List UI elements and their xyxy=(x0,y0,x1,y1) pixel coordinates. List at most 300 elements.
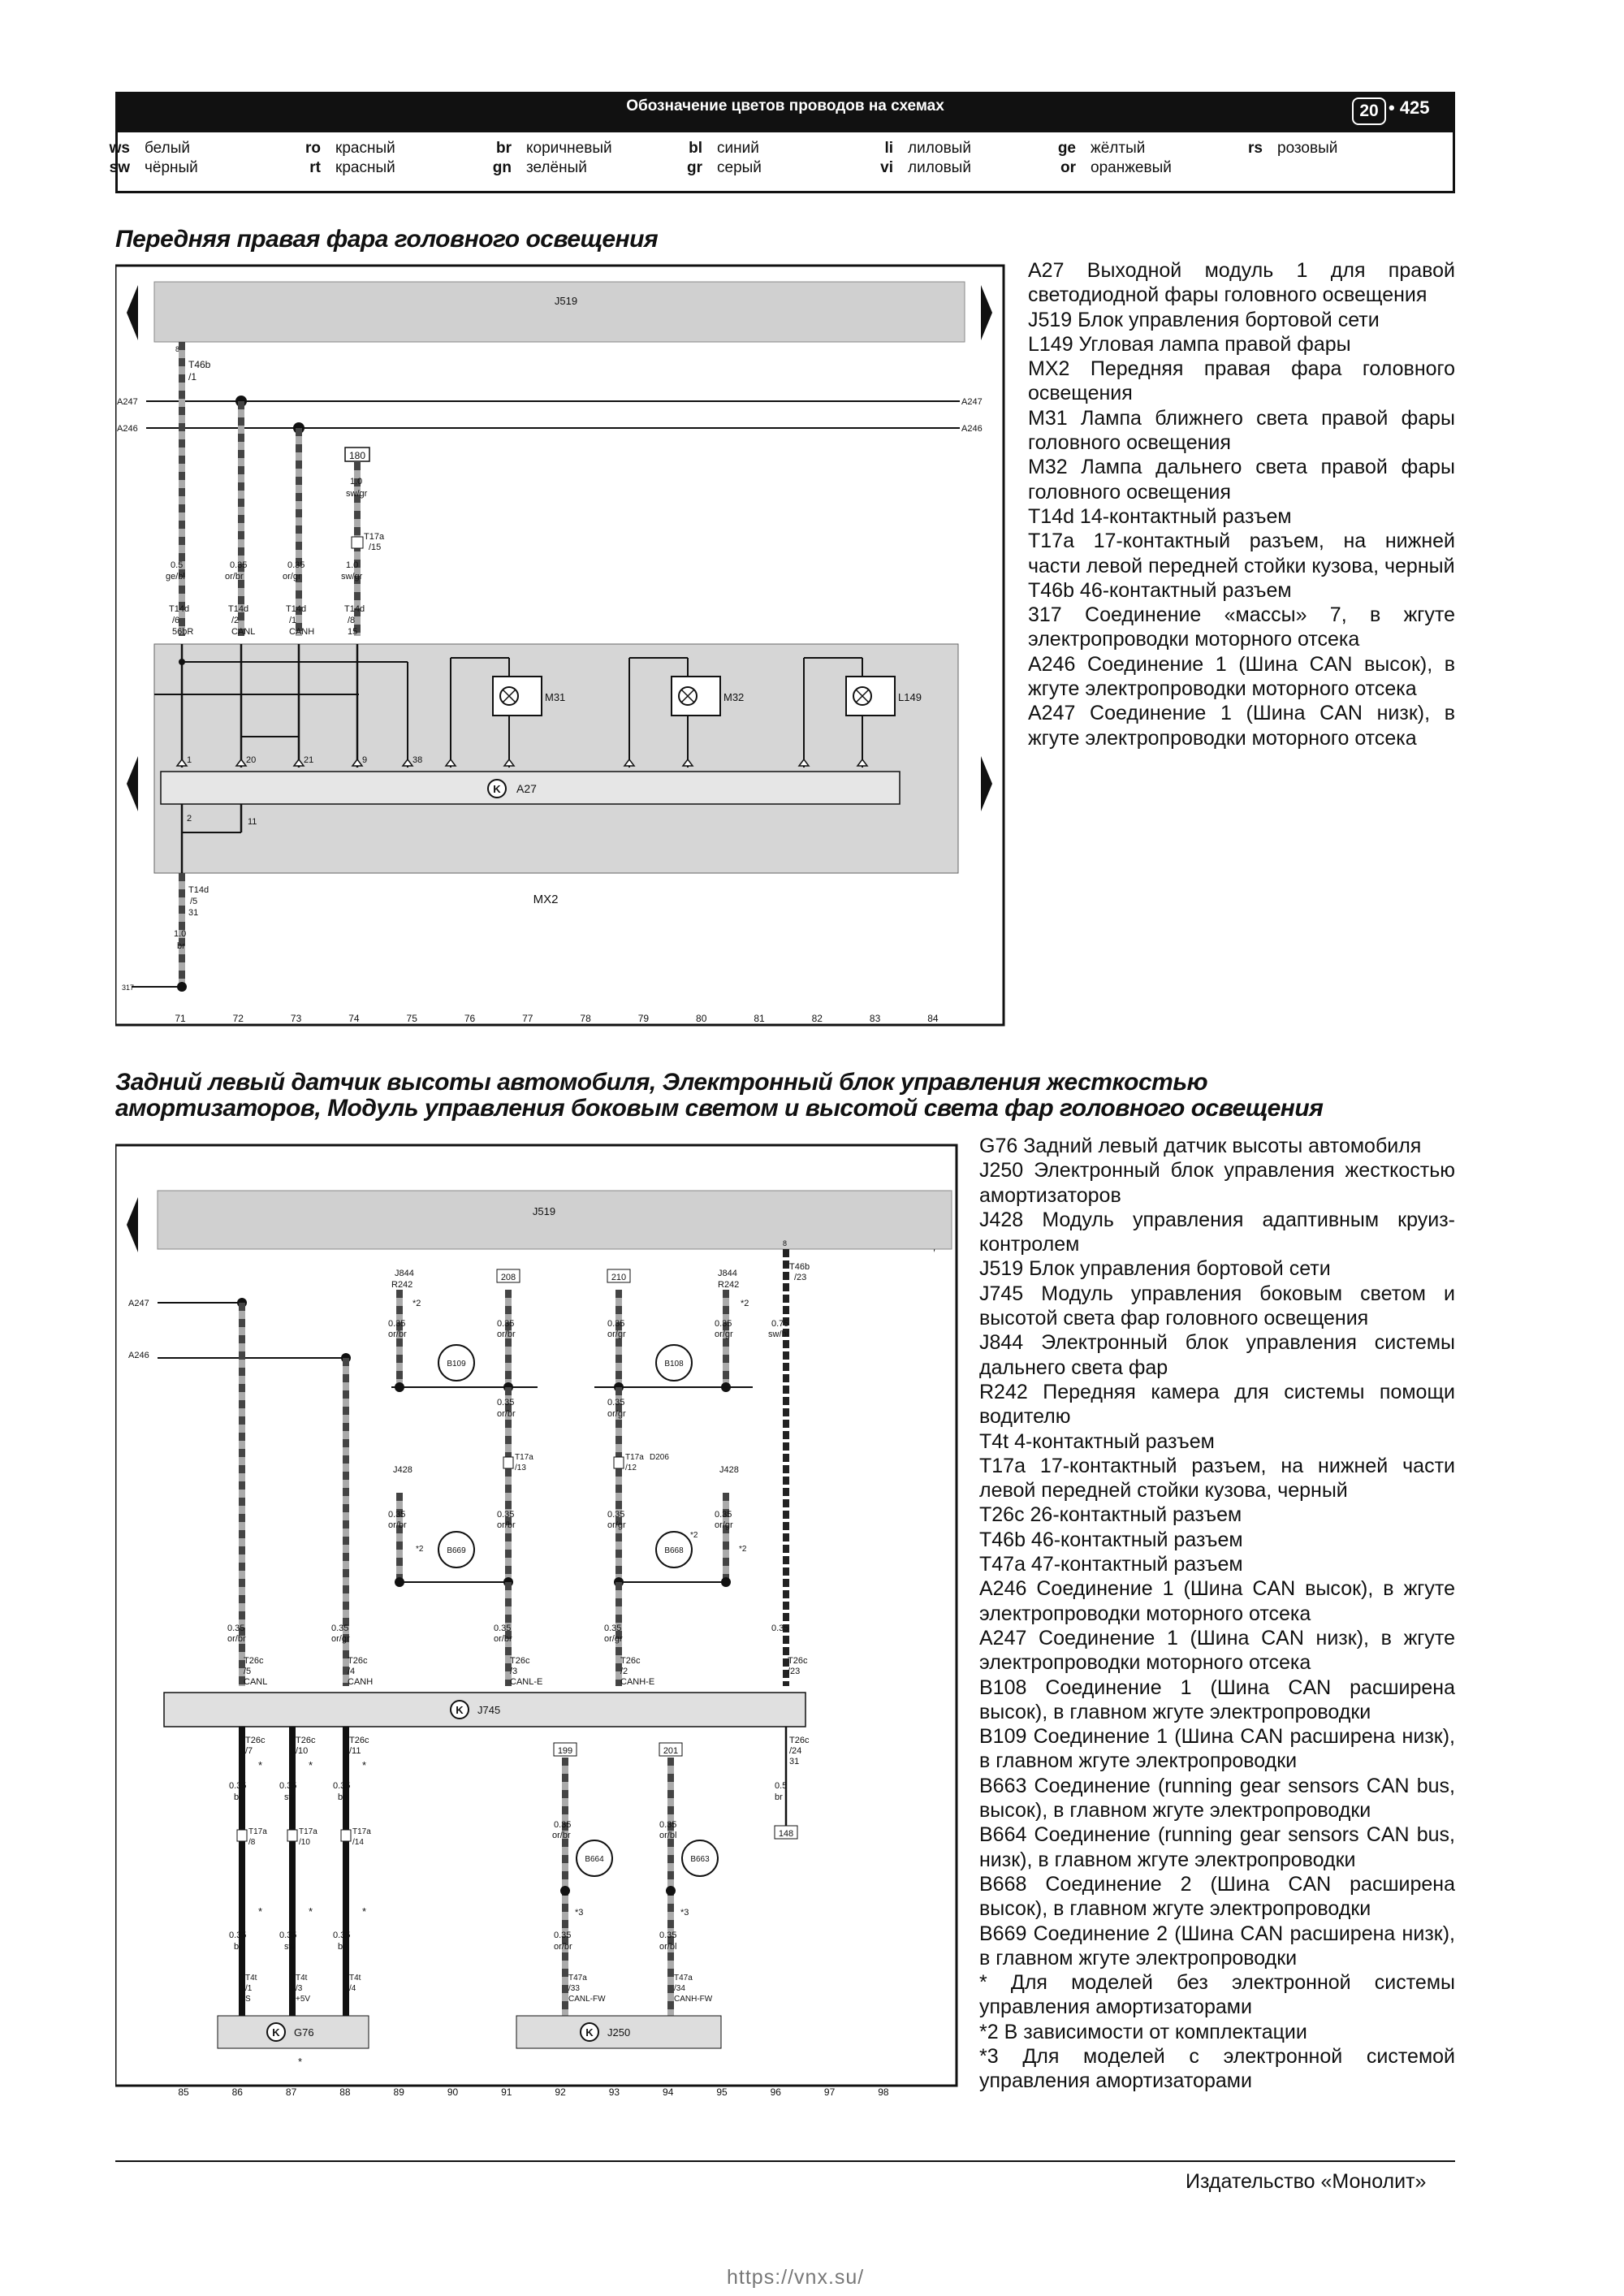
conn-pin-3: /8 xyxy=(348,616,356,625)
pin8-label: 8 xyxy=(175,345,180,353)
legend1-item: T46b 46-контактный разъем xyxy=(1028,578,1292,602)
j250-color-a: or/br xyxy=(552,1831,571,1840)
size-j2: 0.35 xyxy=(607,1510,625,1520)
module-pin-label-11: 11 xyxy=(248,817,257,827)
wire-size-0: 0.5 xyxy=(171,560,184,570)
color-j3: or/gr xyxy=(715,1520,733,1530)
size-u0: 0.35 xyxy=(388,1319,406,1329)
wire-color-3: sw/gr xyxy=(341,572,363,582)
t14d-bottom-label: T14d xyxy=(188,885,209,895)
module-pin-label-2: 2 xyxy=(187,814,192,824)
grid-93: 93 xyxy=(608,2086,620,2098)
t17a-b-label-1: T17a xyxy=(299,1827,317,1836)
note1-a-1: * xyxy=(309,1759,313,1771)
t26c-sig-0: CANL xyxy=(244,1677,268,1687)
b109-dot-a xyxy=(395,1382,404,1392)
legend1-item: T17a 17-контактный разъем, на нижней части левой передней стойки кузова, черный xyxy=(1028,530,1455,577)
b663-dot xyxy=(666,1886,676,1896)
conn-sig-1: CANL xyxy=(231,627,256,637)
legend2-item: J745 Модуль управления боковым светом и высотой света фар головного освещения xyxy=(979,1282,1455,1330)
conn-label-1: T14d xyxy=(228,604,249,614)
lamp-label-M32: M32 xyxy=(723,691,745,703)
r242-label-a: R242 xyxy=(391,1280,413,1290)
color-code-bl: bl синий xyxy=(689,140,759,157)
grid-84: 84 xyxy=(927,1013,939,1024)
color-code-rs: rs розовый xyxy=(1248,140,1338,157)
wire-size-1: 0.35 xyxy=(230,560,248,570)
t26c-color-2: or/br xyxy=(494,1634,512,1644)
chapter-number: 20 xyxy=(1352,97,1386,125)
grid-74: 74 xyxy=(348,1013,360,1024)
grid-88: 88 xyxy=(339,2086,351,2098)
t26c-sig-1: CANH xyxy=(348,1677,374,1687)
t26c-color-3: or/gr xyxy=(604,1634,623,1644)
j250-color-b: or/bl xyxy=(659,1831,677,1840)
k-letter: K xyxy=(585,2026,594,2039)
ground-color: br xyxy=(177,941,185,951)
t26c-pin-3: /2 xyxy=(620,1667,628,1676)
t26c-b-conn-2: T26c xyxy=(349,1736,369,1745)
lb2-color-1: sw xyxy=(284,1942,296,1952)
t4t-sig-1: +5V xyxy=(296,1995,311,2004)
t26c-b-conn-3: T26c xyxy=(789,1736,810,1745)
j250-label: J250 xyxy=(607,2026,631,2039)
color-code-li: li лиловый xyxy=(884,140,971,157)
lb-color-0: bl xyxy=(234,1792,241,1802)
t26c-b-pin-2: /11 xyxy=(349,1746,361,1756)
b108-label: B108 xyxy=(664,1360,684,1369)
bus-low-label-right: A247 xyxy=(961,397,983,407)
t17a-b-pin-2: /14 xyxy=(352,1838,364,1847)
t17a-pin-a: /13 xyxy=(515,1464,526,1472)
grid-86: 86 xyxy=(231,2086,243,2098)
grid-82: 82 xyxy=(811,1013,823,1024)
legend1-item: L149 Угловая лампа правой фары xyxy=(1028,332,1351,356)
t26c-b-sig-3: 31 xyxy=(789,1757,800,1766)
j844-label-b: J844 xyxy=(718,1269,737,1278)
bus-high-label-right: A246 xyxy=(961,424,983,434)
legend2-item: *3 Для моделей с электронной системой управления амортизаторами xyxy=(979,2044,1455,2093)
t47a-pin-0: /33 xyxy=(568,1984,580,1993)
j844-label-a: J844 xyxy=(395,1269,414,1278)
box148-label: 148 xyxy=(778,1829,794,1839)
grid-89: 89 xyxy=(393,2086,404,2098)
grid-98: 98 xyxy=(878,2086,889,2098)
w180-size: 1.0 xyxy=(350,477,363,486)
mx2-housing xyxy=(154,644,958,873)
section2-title-line1: Задний левый датчик высоты автомобиля, Электронный блок управления жесткостью xyxy=(115,1069,1208,1096)
j250-color-d: or/bl xyxy=(659,1942,677,1952)
b664-dot xyxy=(560,1886,570,1896)
legend2-item: J250 Электронный блок управления жесткостью амортизаторов xyxy=(979,1159,1455,1207)
wire-size-3: 1.0 xyxy=(346,560,359,570)
t17a-b-label-2: T17a xyxy=(352,1827,371,1836)
legend1-item: A246 Соединение 1 (Шина CAN высок), в жгуте электропроводки моторного отсека xyxy=(1028,652,1455,701)
section2-legend xyxy=(979,1134,1455,2094)
t26c-pin-0: /5 xyxy=(244,1667,252,1676)
lb-color-2: br xyxy=(338,1792,346,1802)
conn-pin-2: /1 xyxy=(289,616,297,625)
t17a-label: T17a xyxy=(364,532,385,542)
grid-76: 76 xyxy=(464,1013,476,1024)
t26c-b-pin-0: /7 xyxy=(245,1746,253,1756)
k-letter: K xyxy=(493,783,501,795)
note2-b: *2 xyxy=(741,1299,749,1308)
color-code-gn: gn зелёный xyxy=(492,159,587,176)
t17a-b-label-0: T17a xyxy=(248,1827,267,1836)
grid-96: 96 xyxy=(770,2086,781,2098)
j519-label: J519 xyxy=(554,295,578,307)
grid-73: 73 xyxy=(290,1013,302,1024)
watermark-url[interactable]: https://vnx.su/ xyxy=(727,2266,865,2289)
lb-color-1: sw xyxy=(284,1792,296,1802)
legend1-item: T14d 14-контактный разъем xyxy=(1028,504,1292,528)
grid-90: 90 xyxy=(447,2086,459,2098)
grid-85: 85 xyxy=(178,2086,189,2098)
conn-sig-3: 15 xyxy=(348,627,358,637)
note2-a: *2 xyxy=(412,1299,421,1308)
grid-77: 77 xyxy=(522,1013,533,1024)
t47a-sig-0: CANL-FW xyxy=(568,1995,606,2004)
legend2-item: A246 Соединение 1 (Шина CAN высок), в жгуте электропроводки моторного отсека xyxy=(979,1577,1455,1625)
ground-color: br xyxy=(775,1792,783,1802)
t17a-label-b: T17a xyxy=(625,1453,644,1462)
lb2-size-1: 0.35 xyxy=(279,1931,297,1940)
t26c-conn-4: T26c xyxy=(788,1656,808,1666)
grid-81: 81 xyxy=(754,1013,765,1024)
t26c-conn-2: T26c xyxy=(510,1656,530,1666)
t46b-pin: /23 xyxy=(794,1273,807,1282)
t17a-b-pin-1: /10 xyxy=(299,1838,310,1847)
legend2-item: B668 Соединение 2 (Шина CAN расширена высок), в главном жгуте электропроводки xyxy=(979,1872,1455,1921)
t47a-sig-1: CANH-FW xyxy=(674,1995,713,2004)
j519-block xyxy=(154,282,965,342)
size-m2: 0.35 xyxy=(607,1398,625,1407)
j428-label-b: J428 xyxy=(719,1465,739,1475)
t17a-b-conn-2 xyxy=(341,1830,351,1841)
t26c-pin-1: /4 xyxy=(348,1667,356,1676)
wire-color-2: or/gr xyxy=(283,572,301,582)
color-j0: or/br xyxy=(388,1520,407,1530)
t26c-size-4: 0.35 xyxy=(771,1624,789,1633)
conn-pin-1: /2 xyxy=(231,616,240,625)
ground-label: 317 xyxy=(122,984,135,992)
legend2-item: J519 Блок управления бортовой сети xyxy=(979,1257,1331,1281)
note1-b-0: * xyxy=(258,1905,263,1918)
legend1-item: M32 Лампа дальнего света правой фары головного освещения xyxy=(1028,456,1455,504)
t26c-b-conn-0: T26c xyxy=(245,1736,266,1745)
lb2-size-0: 0.35 xyxy=(229,1931,247,1940)
color-u2: or/gr xyxy=(607,1330,626,1339)
t4t-conn-1: T4t xyxy=(296,1974,308,1983)
grid-87: 87 xyxy=(285,2086,297,2098)
a27-label: A27 xyxy=(516,782,537,795)
grid-72: 72 xyxy=(232,1013,244,1024)
grid-79: 79 xyxy=(637,1013,650,1024)
lb-size-1: 0.35 xyxy=(279,1781,297,1791)
color-code-sw: sw чёрный xyxy=(109,159,198,176)
note1-b-1: * xyxy=(309,1905,313,1918)
t4t-sig-0: S xyxy=(245,1995,251,2004)
legend1-item: MX2 Передняя правая фара головного освещения xyxy=(1028,357,1455,405)
t26c-sig-3: CANH-E xyxy=(620,1677,655,1687)
legend1-item: A247 Соединение 1 (Шина CAN низк), в жгуте электропроводки моторного отсека xyxy=(1028,702,1455,750)
bus-low-label-left: A247 xyxy=(117,397,138,407)
color-j2: or/gr xyxy=(607,1520,626,1530)
size-u2: 0.35 xyxy=(607,1319,625,1329)
color-code-br: br коричневый xyxy=(496,140,612,157)
color-m2: or/gr xyxy=(607,1409,626,1419)
t46b-label: T46b xyxy=(789,1262,810,1272)
lamp-label-M31: M31 xyxy=(545,691,566,703)
grid-97: 97 xyxy=(823,2086,836,2098)
t26c-pin-4: /23 xyxy=(788,1667,801,1676)
legend2-item: G76 Задний левый датчик высоты автомобиля xyxy=(979,1135,1422,1157)
grid-71: 71 xyxy=(175,1013,186,1024)
t26c-conn-0: T26c xyxy=(244,1656,264,1666)
t47a-conn-0: T47a xyxy=(568,1974,587,1983)
legend2-item: A247 Соединение 1 (Шина CAN низк), в жгуте электропроводки моторного отсека xyxy=(979,1626,1455,1675)
g76-label: G76 xyxy=(294,2026,314,2039)
k-letter: K xyxy=(456,1704,464,1716)
r242-label-b: R242 xyxy=(718,1280,740,1290)
legend2-item: *2 В зависимости от комплектации xyxy=(979,2020,1307,2043)
b669-label: B669 xyxy=(447,1546,466,1555)
lb-size-2: 0.35 xyxy=(333,1781,351,1791)
color-j1: or/br xyxy=(497,1520,516,1530)
grid-92: 92 xyxy=(555,2086,566,2098)
wire-color-1: or/br xyxy=(225,572,244,582)
j745-label: J745 xyxy=(477,1704,501,1716)
note1-b-2: * xyxy=(362,1905,367,1918)
legend2-item: J844 Электронный блок управления системы дальнего света фар xyxy=(979,1331,1455,1379)
t14d-bottom-pin: /5 xyxy=(190,897,198,906)
size-m1: 0.35 xyxy=(497,1398,515,1407)
lb2-color-2: br xyxy=(338,1942,346,1952)
legend2-item: B664 Соединение (running gear sensors CAN bus, низк), в главном жгуте электропроводки xyxy=(979,1823,1455,1871)
bus-high-label-left: A246 xyxy=(117,424,138,434)
note3-b: *3 xyxy=(680,1908,689,1918)
section1-legend xyxy=(1028,258,1455,750)
legend2-item: T47a 47-контактный разъем xyxy=(979,1553,1243,1576)
t26c-conn-3: T26c xyxy=(620,1656,641,1666)
t4t-pin-2: /4 xyxy=(349,1984,356,1993)
t26c-size-0: 0.35 xyxy=(227,1624,245,1633)
t17a-pin-b: /12 xyxy=(625,1464,637,1472)
t17a-conn-b xyxy=(614,1457,624,1468)
bus-low-label: A247 xyxy=(128,1299,149,1308)
b663-label: B663 xyxy=(690,1855,710,1864)
t26c-color-0: or/br xyxy=(227,1634,246,1644)
j250-size-c: 0.35 xyxy=(554,1931,572,1940)
module-pin-label-3: 9 xyxy=(362,755,368,765)
legend1-item: 317 Соединение «массы» 7, в жгуте электропроводки моторного отсека xyxy=(1028,603,1455,651)
mx2-label: MX2 xyxy=(533,893,559,906)
legend1-item: J519 Блок управления бортовой сети xyxy=(1028,308,1380,331)
note3-a: *3 xyxy=(575,1908,584,1918)
color-code-ro: ro красный xyxy=(305,140,395,157)
footer-rule xyxy=(115,2160,1455,2162)
j250-size-d: 0.35 xyxy=(659,1931,677,1940)
size-u1: 0.35 xyxy=(497,1319,515,1329)
legend2-item: R242 Передняя камера для системы помощи водителю xyxy=(979,1380,1455,1429)
legend2-item: B108 Соединение 1 (Шина CAN расширена высок), в главном жгуте электропроводки xyxy=(979,1676,1455,1723)
t47a-conn-1: T47a xyxy=(674,1974,693,1983)
publisher: Издательство «Монолит» xyxy=(1186,2170,1427,2193)
j428-label-a: J428 xyxy=(393,1465,412,1475)
b669-dot-a xyxy=(395,1577,404,1587)
j519-label: J519 xyxy=(532,1205,556,1217)
module-pin-label-0: 1 xyxy=(187,755,192,765)
color-code-ws: ws белый xyxy=(109,140,190,157)
t26c-color-1: or/gr xyxy=(331,1634,350,1644)
t26c-conn-1: T26c xyxy=(348,1656,368,1666)
color-u1: or/br xyxy=(497,1330,516,1339)
conn-sig-2: CANH xyxy=(289,627,315,637)
page-number: • 425 xyxy=(1389,97,1430,118)
section1-diagram xyxy=(115,264,1009,1036)
size-j0: 0.35 xyxy=(388,1510,406,1520)
conn-sig-0: 56bR xyxy=(172,627,194,637)
wire-color-0: ge/bl xyxy=(166,572,185,582)
conn-label-2: T14d xyxy=(286,604,307,614)
k-letter: K xyxy=(272,2026,280,2039)
note2-c: *2 xyxy=(416,1545,424,1554)
t4t-conn-2: T4t xyxy=(349,1974,361,1983)
section2-title-line2: амортизаторов, Модуль управления боковым светом и высотой света фар головного освещения xyxy=(115,1095,1324,1122)
d206-label: D206 xyxy=(650,1453,669,1462)
t26c-pin-2: /3 xyxy=(510,1667,518,1676)
t26c-size-1: 0.35 xyxy=(331,1624,349,1633)
module-pin-label-2: 21 xyxy=(304,755,314,765)
pin8-label: 8 xyxy=(783,1239,788,1247)
color-swbl: sw/bl xyxy=(768,1330,789,1339)
note1-a-2: * xyxy=(362,1759,367,1771)
j250-size-b: 0.35 xyxy=(659,1820,677,1830)
j250-color-c: or/br xyxy=(554,1942,572,1952)
b668-dot-b xyxy=(721,1577,731,1587)
b668-label: B668 xyxy=(664,1546,684,1555)
j250-size-a: 0.35 xyxy=(554,1820,572,1830)
t17a-pin: /15 xyxy=(369,543,382,552)
g76-module xyxy=(218,2016,369,2048)
module-pin-label-4: 38 xyxy=(412,755,423,765)
b664-label: B664 xyxy=(585,1855,604,1864)
ground-size: 0.5 xyxy=(775,1781,788,1791)
module-pin-label-1: 20 xyxy=(246,755,257,765)
box201-label: 201 xyxy=(663,1746,679,1756)
conn-label-3: T14d xyxy=(344,604,365,614)
t17a-conn-a xyxy=(503,1457,513,1468)
color-code-gr: gr серый xyxy=(687,159,762,176)
legend1-item: A27 Выходной модуль 1 для правой светодиодной фары головного освещения xyxy=(1028,259,1455,307)
lb2-color-0: bl xyxy=(234,1942,241,1952)
t46b-label: T46b xyxy=(188,359,211,370)
grid-91: 91 xyxy=(501,2086,512,2098)
t17a-label-a: T17a xyxy=(515,1453,533,1462)
legend2-item: T26c 26-контактный разъем xyxy=(979,1503,1242,1527)
section1-title: Передняя правая фара головного освещения xyxy=(115,226,659,253)
t17a-b-conn-1 xyxy=(287,1830,297,1841)
grid-83: 83 xyxy=(869,1013,881,1024)
section2-diagram xyxy=(115,1144,960,2106)
grid-95: 95 xyxy=(716,2086,728,2098)
size-swbl: 0.75 xyxy=(771,1319,789,1329)
note2-e: *2 xyxy=(739,1545,747,1554)
t26c-b-pin-3: /24 xyxy=(789,1746,802,1756)
color-code-or: or оранжевый xyxy=(1060,159,1172,176)
b109-label: B109 xyxy=(447,1360,466,1369)
t17a-b-pin-0: /8 xyxy=(248,1838,256,1847)
color-code-ge: ge жёлтый xyxy=(1057,140,1146,157)
t46b-pin: /1 xyxy=(188,371,197,383)
t47a-pin-1: /34 xyxy=(674,1984,685,1993)
size-j3: 0.35 xyxy=(715,1510,732,1520)
t26c-size-3: 0.35 xyxy=(604,1624,622,1633)
legend2-item: * Для моделей без электронной системы управления амортизаторами xyxy=(979,1971,1455,2019)
wire-size-2: 0.35 xyxy=(287,560,305,570)
grid-80: 80 xyxy=(696,1013,707,1024)
note1-g76: * xyxy=(298,2056,303,2068)
legend2-item: T17a 17-контактный разъем, на нижней части левой передней стойки кузова, черный xyxy=(979,1454,1455,1503)
header-title: Обозначение цветов проводов на схемах xyxy=(626,97,944,115)
grid-75: 75 xyxy=(406,1013,417,1024)
legend2-item: J428 Модуль управления адаптивным круиз-контролем xyxy=(979,1208,1455,1256)
box210-label: 210 xyxy=(611,1273,627,1282)
t26c-size-2: 0.35 xyxy=(494,1624,512,1633)
grid-78: 78 xyxy=(580,1013,591,1024)
box199-label: 199 xyxy=(557,1746,573,1756)
legend1-item: M31 Лампа ближнего света правой фары головного освещения xyxy=(1028,406,1455,455)
legend2-item: B109 Соединение 1 (Шина CAN расширена низк), в главном жгуте электропроводки xyxy=(979,1725,1455,1773)
t4t-pin-0: /1 xyxy=(245,1984,253,1993)
t17a-connector xyxy=(352,537,363,548)
bus-high-label: A246 xyxy=(128,1351,149,1360)
conn-pin-0: /6 xyxy=(172,616,180,625)
lb-size-0: 0.35 xyxy=(229,1781,247,1791)
color-code-vi: vi лиловый xyxy=(880,159,971,176)
legend2-item: B669 Соединение 2 (Шина CAN расширена низк), в главном жгуте электропроводки xyxy=(979,1922,1455,1970)
color-u0: or/br xyxy=(388,1330,407,1339)
box180-label: 180 xyxy=(348,450,366,461)
lb2-size-2: 0.35 xyxy=(333,1931,351,1940)
color-code-rt: rt красный xyxy=(309,159,395,176)
lamp-label-L149: L149 xyxy=(898,691,922,703)
t14d-bottom-sig: 31 xyxy=(188,908,199,918)
legend2-item: T46b 46-контактный разъем xyxy=(979,1528,1243,1551)
t26c-b-conn-1: T26c xyxy=(296,1736,316,1745)
t26c-b-pin-1: /10 xyxy=(296,1746,309,1756)
t4t-pin-1: /3 xyxy=(296,1984,303,1993)
size-u3: 0.35 xyxy=(715,1319,732,1329)
legend2-item: T4t 4-контактный разъем xyxy=(979,1429,1215,1453)
j519-block xyxy=(158,1191,952,1249)
w180-color: sw/gr xyxy=(346,489,368,499)
conn-label-0: T14d xyxy=(169,604,190,614)
color-u3: or/gr xyxy=(715,1330,733,1339)
box208-label: 208 xyxy=(500,1273,516,1282)
t4t-conn-0: T4t xyxy=(245,1974,257,1983)
b108-dot-b xyxy=(721,1382,731,1392)
note1-a-0: * xyxy=(258,1759,263,1771)
size-j1: 0.35 xyxy=(497,1510,515,1520)
legend2-item: B663 Соединение (running gear sensors CAN bus, высок), в главном жгуте электропроводки xyxy=(979,1774,1455,1823)
color-m1: or/br xyxy=(497,1409,516,1419)
t17a-b-conn-0 xyxy=(237,1830,247,1841)
note2-d: *2 xyxy=(690,1531,698,1540)
ground-size: 1.0 xyxy=(174,929,187,939)
grid-94: 94 xyxy=(663,2086,674,2098)
